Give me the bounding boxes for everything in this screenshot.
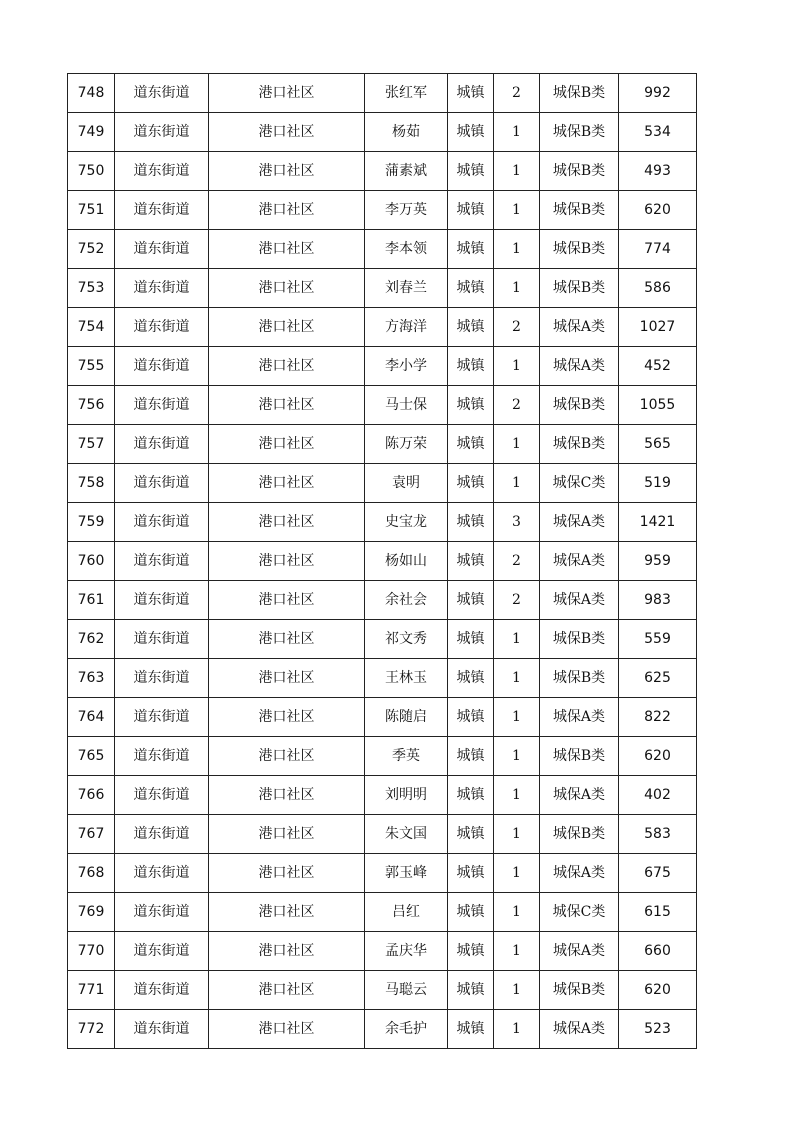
count-cell: 2 <box>494 308 540 347</box>
row-number-cell: 758 <box>68 464 115 503</box>
street-cell: 道东街道 <box>115 308 209 347</box>
table-row <box>68 308 697 347</box>
amount-cell: 774 <box>619 230 697 269</box>
type-cell: 城镇 <box>448 815 494 854</box>
amount-cell: 559 <box>619 620 697 659</box>
community-cell: 港口社区 <box>209 893 365 932</box>
type-cell: 城镇 <box>448 620 494 659</box>
street-cell: 道东街道 <box>115 659 209 698</box>
community-cell: 港口社区 <box>209 815 365 854</box>
category-cell: 城保A类 <box>540 503 619 542</box>
row-number-cell: 753 <box>68 269 115 308</box>
table-row <box>68 191 697 230</box>
category-cell: 城保A类 <box>540 308 619 347</box>
amount-cell: 402 <box>619 776 697 815</box>
community-cell: 港口社区 <box>209 542 365 581</box>
category-cell: 城保A类 <box>540 932 619 971</box>
count-cell: 1 <box>494 113 540 152</box>
type-cell: 城镇 <box>448 971 494 1010</box>
type-cell: 城镇 <box>448 698 494 737</box>
name-cell: 李小学 <box>365 347 448 386</box>
type-cell: 城镇 <box>448 113 494 152</box>
street-cell: 道东街道 <box>115 347 209 386</box>
row-number-cell: 771 <box>68 971 115 1010</box>
type-cell: 城镇 <box>448 74 494 113</box>
street-cell: 道东街道 <box>115 698 209 737</box>
street-cell: 道东街道 <box>115 737 209 776</box>
category-cell: 城保B类 <box>540 386 619 425</box>
name-cell: 蒲素斌 <box>365 152 448 191</box>
row-number-cell: 748 <box>68 74 115 113</box>
table-row <box>68 464 697 503</box>
community-cell: 港口社区 <box>209 386 365 425</box>
amount-cell: 583 <box>619 815 697 854</box>
street-cell: 道东街道 <box>115 113 209 152</box>
amount-cell: 625 <box>619 659 697 698</box>
count-cell: 1 <box>494 152 540 191</box>
community-cell: 港口社区 <box>209 581 365 620</box>
count-cell: 1 <box>494 620 540 659</box>
category-cell: 城保A类 <box>540 542 619 581</box>
name-cell: 杨如山 <box>365 542 448 581</box>
type-cell: 城镇 <box>448 386 494 425</box>
row-number-cell: 759 <box>68 503 115 542</box>
community-cell: 港口社区 <box>209 269 365 308</box>
amount-cell: 1027 <box>619 308 697 347</box>
amount-cell: 523 <box>619 1010 697 1049</box>
type-cell: 城镇 <box>448 932 494 971</box>
amount-cell: 675 <box>619 854 697 893</box>
table-row <box>68 932 697 971</box>
name-cell: 杨茹 <box>365 113 448 152</box>
type-cell: 城镇 <box>448 191 494 230</box>
type-cell: 城镇 <box>448 425 494 464</box>
count-cell: 2 <box>494 542 540 581</box>
category-cell: 城保A类 <box>540 581 619 620</box>
category-cell: 城保B类 <box>540 737 619 776</box>
name-cell: 王林玉 <box>365 659 448 698</box>
name-cell: 刘明明 <box>365 776 448 815</box>
count-cell: 1 <box>494 1010 540 1049</box>
category-cell: 城保B类 <box>540 659 619 698</box>
community-cell: 港口社区 <box>209 854 365 893</box>
row-number-cell: 764 <box>68 698 115 737</box>
amount-cell: 959 <box>619 542 697 581</box>
table-body <box>68 74 697 1049</box>
street-cell: 道东街道 <box>115 893 209 932</box>
street-cell: 道东街道 <box>115 191 209 230</box>
count-cell: 2 <box>494 74 540 113</box>
name-cell: 余毛护 <box>365 1010 448 1049</box>
row-number-cell: 751 <box>68 191 115 230</box>
community-cell: 港口社区 <box>209 620 365 659</box>
type-cell: 城镇 <box>448 659 494 698</box>
street-cell: 道东街道 <box>115 932 209 971</box>
name-cell: 陈随启 <box>365 698 448 737</box>
category-cell: 城保B类 <box>540 971 619 1010</box>
row-number-cell: 772 <box>68 1010 115 1049</box>
street-cell: 道东街道 <box>115 620 209 659</box>
count-cell: 1 <box>494 230 540 269</box>
category-cell: 城保B类 <box>540 815 619 854</box>
count-cell: 1 <box>494 425 540 464</box>
name-cell: 余社会 <box>365 581 448 620</box>
table-row <box>68 74 697 113</box>
community-cell: 港口社区 <box>209 464 365 503</box>
street-cell: 道东街道 <box>115 74 209 113</box>
row-number-cell: 754 <box>68 308 115 347</box>
name-cell: 吕红 <box>365 893 448 932</box>
table-row <box>68 737 697 776</box>
type-cell: 城镇 <box>448 152 494 191</box>
community-cell: 港口社区 <box>209 698 365 737</box>
amount-cell: 822 <box>619 698 697 737</box>
name-cell: 李万英 <box>365 191 448 230</box>
table-row <box>68 386 697 425</box>
table-row <box>68 893 697 932</box>
type-cell: 城镇 <box>448 308 494 347</box>
count-cell: 1 <box>494 893 540 932</box>
category-cell: 城保A类 <box>540 698 619 737</box>
category-cell: 城保B类 <box>540 152 619 191</box>
table-row <box>68 1010 697 1049</box>
count-cell: 1 <box>494 971 540 1010</box>
community-cell: 港口社区 <box>209 308 365 347</box>
row-number-cell: 761 <box>68 581 115 620</box>
count-cell: 2 <box>494 386 540 425</box>
community-cell: 港口社区 <box>209 776 365 815</box>
table-row <box>68 269 697 308</box>
amount-cell: 620 <box>619 737 697 776</box>
community-cell: 港口社区 <box>209 932 365 971</box>
count-cell: 1 <box>494 347 540 386</box>
type-cell: 城镇 <box>448 542 494 581</box>
count-cell: 1 <box>494 854 540 893</box>
row-number-cell: 768 <box>68 854 115 893</box>
community-cell: 港口社区 <box>209 1010 365 1049</box>
community-cell: 港口社区 <box>209 659 365 698</box>
name-cell: 季英 <box>365 737 448 776</box>
table-row <box>68 698 697 737</box>
table-row <box>68 815 697 854</box>
table-row <box>68 230 697 269</box>
community-cell: 港口社区 <box>209 347 365 386</box>
amount-cell: 452 <box>619 347 697 386</box>
row-number-cell: 767 <box>68 815 115 854</box>
amount-cell: 620 <box>619 971 697 1010</box>
category-cell: 城保B类 <box>540 620 619 659</box>
amount-cell: 519 <box>619 464 697 503</box>
category-cell: 城保C类 <box>540 893 619 932</box>
amount-cell: 620 <box>619 191 697 230</box>
name-cell: 张红军 <box>365 74 448 113</box>
community-cell: 港口社区 <box>209 191 365 230</box>
name-cell: 祁文秀 <box>365 620 448 659</box>
row-number-cell: 757 <box>68 425 115 464</box>
name-cell: 马聪云 <box>365 971 448 1010</box>
category-cell: 城保B类 <box>540 269 619 308</box>
street-cell: 道东街道 <box>115 581 209 620</box>
category-cell: 城保A类 <box>540 776 619 815</box>
table-row <box>68 659 697 698</box>
category-cell: 城保B类 <box>540 113 619 152</box>
street-cell: 道东街道 <box>115 425 209 464</box>
table-row <box>68 347 697 386</box>
count-cell: 1 <box>494 932 540 971</box>
type-cell: 城镇 <box>448 503 494 542</box>
category-cell: 城保B类 <box>540 74 619 113</box>
amount-cell: 1421 <box>619 503 697 542</box>
count-cell: 1 <box>494 698 540 737</box>
name-cell: 李本领 <box>365 230 448 269</box>
street-cell: 道东街道 <box>115 152 209 191</box>
name-cell: 马士保 <box>365 386 448 425</box>
table-row <box>68 581 697 620</box>
count-cell: 1 <box>494 269 540 308</box>
row-number-cell: 749 <box>68 113 115 152</box>
count-cell: 1 <box>494 737 540 776</box>
type-cell: 城镇 <box>448 269 494 308</box>
category-cell: 城保B类 <box>540 191 619 230</box>
name-cell: 袁明 <box>365 464 448 503</box>
row-number-cell: 750 <box>68 152 115 191</box>
street-cell: 道东街道 <box>115 971 209 1010</box>
type-cell: 城镇 <box>448 776 494 815</box>
table-row <box>68 542 697 581</box>
type-cell: 城镇 <box>448 230 494 269</box>
amount-cell: 992 <box>619 74 697 113</box>
street-cell: 道东街道 <box>115 776 209 815</box>
table-row <box>68 620 697 659</box>
row-number-cell: 769 <box>68 893 115 932</box>
row-number-cell: 766 <box>68 776 115 815</box>
street-cell: 道东街道 <box>115 503 209 542</box>
table-row <box>68 425 697 464</box>
table-row <box>68 971 697 1010</box>
amount-cell: 586 <box>619 269 697 308</box>
name-cell: 陈万荣 <box>365 425 448 464</box>
count-cell: 1 <box>494 659 540 698</box>
category-cell: 城保A类 <box>540 1010 619 1049</box>
type-cell: 城镇 <box>448 854 494 893</box>
category-cell: 城保A类 <box>540 347 619 386</box>
count-cell: 3 <box>494 503 540 542</box>
community-cell: 港口社区 <box>209 74 365 113</box>
amount-cell: 983 <box>619 581 697 620</box>
table-row <box>68 776 697 815</box>
street-cell: 道东街道 <box>115 854 209 893</box>
community-cell: 港口社区 <box>209 425 365 464</box>
category-cell: 城保A类 <box>540 854 619 893</box>
table-row <box>68 113 697 152</box>
type-cell: 城镇 <box>448 581 494 620</box>
name-cell: 史宝龙 <box>365 503 448 542</box>
name-cell: 朱文国 <box>365 815 448 854</box>
amount-cell: 660 <box>619 932 697 971</box>
count-cell: 1 <box>494 776 540 815</box>
street-cell: 道东街道 <box>115 815 209 854</box>
row-number-cell: 760 <box>68 542 115 581</box>
community-cell: 港口社区 <box>209 737 365 776</box>
type-cell: 城镇 <box>448 464 494 503</box>
name-cell: 刘春兰 <box>365 269 448 308</box>
type-cell: 城镇 <box>448 1010 494 1049</box>
row-number-cell: 763 <box>68 659 115 698</box>
community-cell: 港口社区 <box>209 152 365 191</box>
street-cell: 道东街道 <box>115 542 209 581</box>
street-cell: 道东街道 <box>115 269 209 308</box>
community-cell: 港口社区 <box>209 230 365 269</box>
count-cell: 1 <box>494 464 540 503</box>
community-cell: 港口社区 <box>209 113 365 152</box>
data-table <box>67 73 697 1049</box>
street-cell: 道东街道 <box>115 1010 209 1049</box>
street-cell: 道东街道 <box>115 230 209 269</box>
type-cell: 城镇 <box>448 737 494 776</box>
amount-cell: 615 <box>619 893 697 932</box>
community-cell: 港口社区 <box>209 971 365 1010</box>
count-cell: 1 <box>494 191 540 230</box>
row-number-cell: 765 <box>68 737 115 776</box>
name-cell: 孟庆华 <box>365 932 448 971</box>
count-cell: 1 <box>494 815 540 854</box>
row-number-cell: 755 <box>68 347 115 386</box>
category-cell: 城保B类 <box>540 425 619 464</box>
street-cell: 道东街道 <box>115 464 209 503</box>
row-number-cell: 756 <box>68 386 115 425</box>
row-number-cell: 762 <box>68 620 115 659</box>
row-number-cell: 770 <box>68 932 115 971</box>
table-row <box>68 152 697 191</box>
name-cell: 郭玉峰 <box>365 854 448 893</box>
amount-cell: 493 <box>619 152 697 191</box>
amount-cell: 534 <box>619 113 697 152</box>
type-cell: 城镇 <box>448 347 494 386</box>
row-number-cell: 752 <box>68 230 115 269</box>
category-cell: 城保C类 <box>540 464 619 503</box>
amount-cell: 565 <box>619 425 697 464</box>
community-cell: 港口社区 <box>209 503 365 542</box>
category-cell: 城保B类 <box>540 230 619 269</box>
table-row <box>68 854 697 893</box>
table-row <box>68 503 697 542</box>
street-cell: 道东街道 <box>115 386 209 425</box>
name-cell: 方海洋 <box>365 308 448 347</box>
count-cell: 2 <box>494 581 540 620</box>
type-cell: 城镇 <box>448 893 494 932</box>
amount-cell: 1055 <box>619 386 697 425</box>
